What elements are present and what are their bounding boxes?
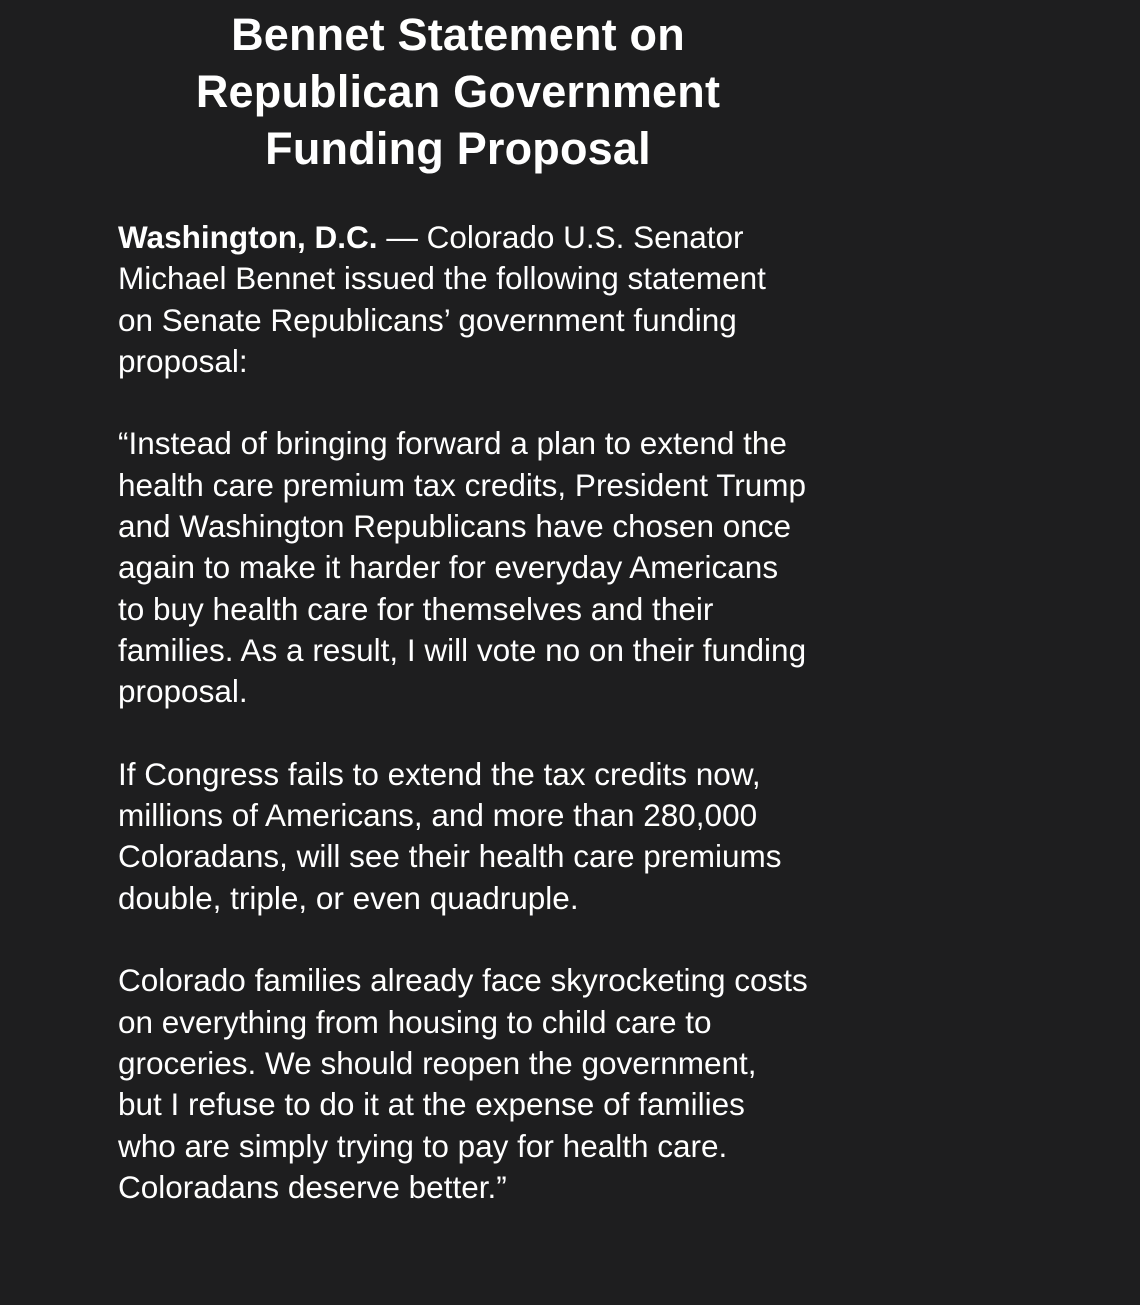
page-title: Bennet Statement on Republican Government Funding Proposal bbox=[195, 9, 721, 174]
dateline: Washington, D.C. bbox=[118, 219, 378, 255]
intro-paragraph bbox=[118, 217, 808, 382]
statement-paragraph-2: If Congress fails to extend the tax credits now, millions of Americans, and more than 280,000 Coloradans, will see their health care premiums double, triple, or even quadruple. bbox=[118, 755, 782, 916]
statement-paragraph-3: Colorado families already face skyrocketing costs on everything from housing to child care to groceries. We should reopen the government, but I refuse to do it at the expense of families who are simply trying to pay for health care. Coloradans deserve better.” bbox=[118, 962, 808, 1205]
intro-text: — Colorado U.S. Senator Michael Bennet issued the following statement on Senate Republicans’ government funding proposal: bbox=[118, 219, 766, 379]
article-body bbox=[118, 217, 808, 1208]
statement-paragraph-1: “Instead of bringing forward a plan to extend the health care premium tax credits, President Trump and Washington Republicans have chosen once again to make it harder for everyday Americans to buy health care for themselves and their families. As a result, I will vote no on their funding proposal. bbox=[118, 425, 807, 710]
